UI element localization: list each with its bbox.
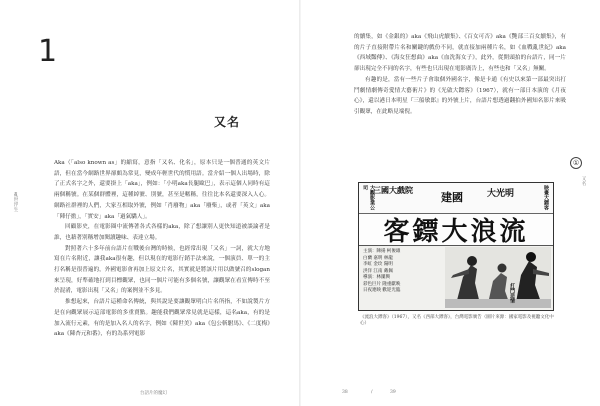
paragraph: 的續集，如《金銀的》aka《飛山虎續集》、《百女可否》aka《艷部三百女續集》，有的片子直接附帶片名和關鍵的戲份不同，就直接加兩種片名，如《血戰亂世紀》aka《西域豔傳》、《海女狂想曲》aka《血洗海女子》，此外，從開頭拍的台語片，同一片卻出現完全不同的名字，有些也只出現在電影廣告上，有些也和「又名」無關。 xyxy=(354,34,566,73)
section-title: 又名 xyxy=(214,115,241,129)
poster-tag: 打鬥悲情 xyxy=(509,283,515,303)
poster-cast-line: 彩色巨片 隆重獻映 xyxy=(363,281,401,287)
poster-title-band xyxy=(359,214,553,246)
poster-cast-line: 洪洋 江南 戴佩 xyxy=(363,268,393,274)
poster-cast-line: 導演：林團興 xyxy=(363,275,390,280)
left-footer: 台語片的魔幻 xyxy=(140,391,167,396)
poster-subtitle-right: 映畫大鏢客 xyxy=(543,185,549,210)
page-number-left: 38 xyxy=(342,390,348,395)
page-number-right: 39 xyxy=(390,390,396,395)
paragraph: Aka（「also known as」的縮寫，意指「又名、化名」，原本只是一個普通的英文片語，但在當今網路世界卻頗為常見，變成年輕世代的慣用語。當介紹一個人出場時，除了正式名字之外，還要掛上「aka」，例如：「小明aka長腿歐巴」，表示這個人同時有這兩個稱號。在某個群體裡，這種綽號、別號，甚至是暱稱，往往比本名還要深入人心。網路社群裡的人們，大家互相取外號，例如「肖廢物」aka「廢柴」，或者「英文」aka「陣仔擔」，「實安」aka「過氣驕人」。 xyxy=(54,160,270,220)
paragraph: 對照著六十多年前台語片在戰後台灣的時候，也經常出現「又名」一詞，就大方地寫在片名附近，讓我aka很有趣，但以現在的電影行銷手法來說，一個演員、單一的主打名稱是很普遍的，外國電影會再加上原文片名，其實就是將該片用以做號召的slogan來呈現，好準確地打到目標觀眾，也同一個片可能有多個名號，讓觀眾在看宣傳時不至於混淆，電影出現「又名」的案例並不多見。 xyxy=(54,245,270,295)
paragraph: 推想起來，台語片這種命名傳統，與其說是要讓觀眾明白片名所指，不如說製片方是在向觀眾展示這部電影的多重賣點。趣能我們觀眾常見就是這樣，這名aka，有的是加入流行元素，有的是加入名人的名字，例如《陳世美》aka《包公斬駙馬》、《二度梅》aka《陳杏元和番》，有的為系列電影 xyxy=(54,299,270,338)
left-side-label: 亂世浮生 xyxy=(13,192,18,212)
chapter-circle-number: ① xyxy=(570,157,582,169)
poster-theater-a: 三國大戲院 xyxy=(373,185,413,195)
page-number-slash: / xyxy=(371,390,373,395)
poster-cast-line: 白蘭 嘉明 林龍 xyxy=(363,255,393,261)
right-body-text xyxy=(354,32,566,118)
paragraph: 有趣的是，當有一些片子會取個外國名字，像是卡通《有史以來第一部最突出打鬥劇情劇傳奇愛情大藝術片》的《光啟大鏢客》（1967），就有一部日本演的《月夜心》，還以港日本明星『三船敏郎』的外號上片，台語片想透過翻拍外國知名影片來吸引觀眾，在此略見端倪。 xyxy=(354,76,566,115)
poster-subtitle-left: 大觀影業公司 xyxy=(362,185,375,210)
poster-cast-line: 主演：陳揚 柯俊雄 xyxy=(363,249,401,254)
poster-cast-list xyxy=(363,249,441,306)
poster-illustration xyxy=(445,247,551,308)
poster-cast-line: 李虹 金玫 陽明 xyxy=(363,262,393,267)
paragraph: 回顧影史，在電影圈中流傳著各式各樣的aka，除了想讓別人更快知道被談論者是誰，也藉著別稱增加閱讀趣味、表達立場。 xyxy=(54,224,270,241)
poster-theater-b: 建國 xyxy=(441,191,463,204)
movie-poster xyxy=(358,182,554,311)
left-body-text xyxy=(54,158,270,340)
poster-theater-c: 大光明 xyxy=(487,189,515,199)
poster-cast-line: 日夜連映 歡迎光臨 xyxy=(363,288,401,293)
poster-caption: 《流浪大鏢客》（1967），又名《西部大鏢客》，台灣電影廣告（圖片來源：國家電影及視聽文化中心） xyxy=(360,315,554,326)
chapter-number: 1 xyxy=(38,34,58,69)
poster-title: 客鏢大浪流 xyxy=(383,217,529,247)
poster-header xyxy=(359,183,553,214)
right-side-label: 又名 xyxy=(581,176,586,186)
